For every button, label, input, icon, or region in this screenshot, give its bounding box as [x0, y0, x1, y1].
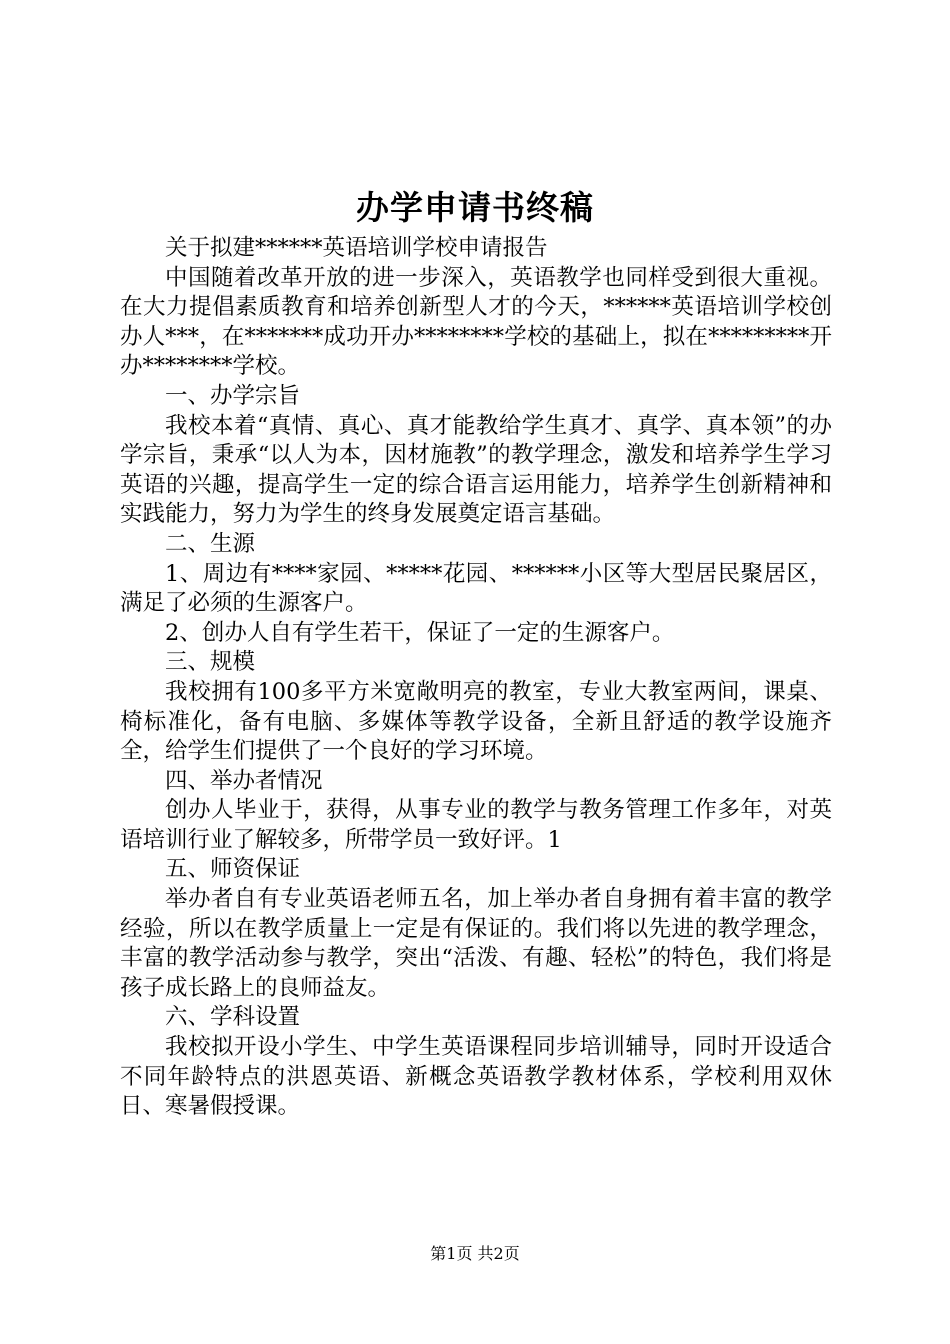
section-heading-teachers: 五、师资保证 [165, 856, 301, 883]
section-heading-students: 二、生源 [165, 530, 256, 557]
document-body [120, 234, 832, 1122]
paragraph-purpose: 我校本着“真情、真心、真才能教给学生真才、真学、真本领”的办学宗旨，秉承“以人为本，因材施教”的教学理念，激发和培养学生学习英语的兴趣，提高学生一定的综合语言运用能力，培养学生创新精神和实践能力，努力为学生的终身发展奠定语言基础。 [120, 412, 832, 528]
paragraph-students-2: 2、创办人自有学生若干，保证了一定的生源客户。 [165, 619, 675, 646]
document-title: 办学申请书终稿 [356, 188, 594, 227]
paragraph-intro: 中国随着改革开放的进一步深入，英语教学也同样受到很大重视。在大力提倡素质教育和培养创新型人才的今天，******英语培训学校创办人***，在*******成功开办********学校的基础上，拟在*********开办********学校。 [120, 264, 832, 380]
section-heading-founder: 四、举办者情况 [165, 767, 323, 794]
paragraph-students-1: 1、周边有****家园、*****花园、******小区等大型居民聚居区，满足了必须的生源客户。 [120, 560, 832, 617]
paragraph-scale: 我校拥有100多平方米宽敞明亮的教室，专业大教室两间，课桌、椅标准化，备有电脑、多媒体等教学设备，全新且舒适的教学设施齐全，给学生们提供了一个良好的学习环境。 [120, 678, 832, 765]
page-number-footer: 第1页 共2页 [430, 1244, 520, 1263]
section-heading-purpose: 一、办学宗旨 [165, 382, 301, 409]
section-heading-subjects: 六、学科设置 [165, 1004, 301, 1031]
paragraph-subjects: 我校拟开设小学生、中学生英语课程同步培训辅导，同时开设适合不同年龄特点的洪恩英语、新概念英语教学教材体系，学校利用双休日、寒暑假授课。 [120, 1034, 832, 1120]
paragraph-teachers: 举办者自有专业英语老师五名，加上举办者自身拥有着丰富的教学经验，所以在教学质量上一定是有保证的。我们将以先进的教学理念，丰富的教学活动参与教学，突出“活泼、有趣、轻松”的特色，我们将是孩子成长路上的良师益友。 [120, 886, 832, 1001]
paragraph-founder: 创办人毕业于，获得，从事专业的教学与教务管理工作多年，对英语培训行业了解较多，所带学员一致好评。1 [120, 797, 832, 853]
section-heading-scale: 三、规模 [165, 649, 256, 676]
report-subtitle: 关于拟建******英语培训学校申请报告 [165, 235, 548, 261]
